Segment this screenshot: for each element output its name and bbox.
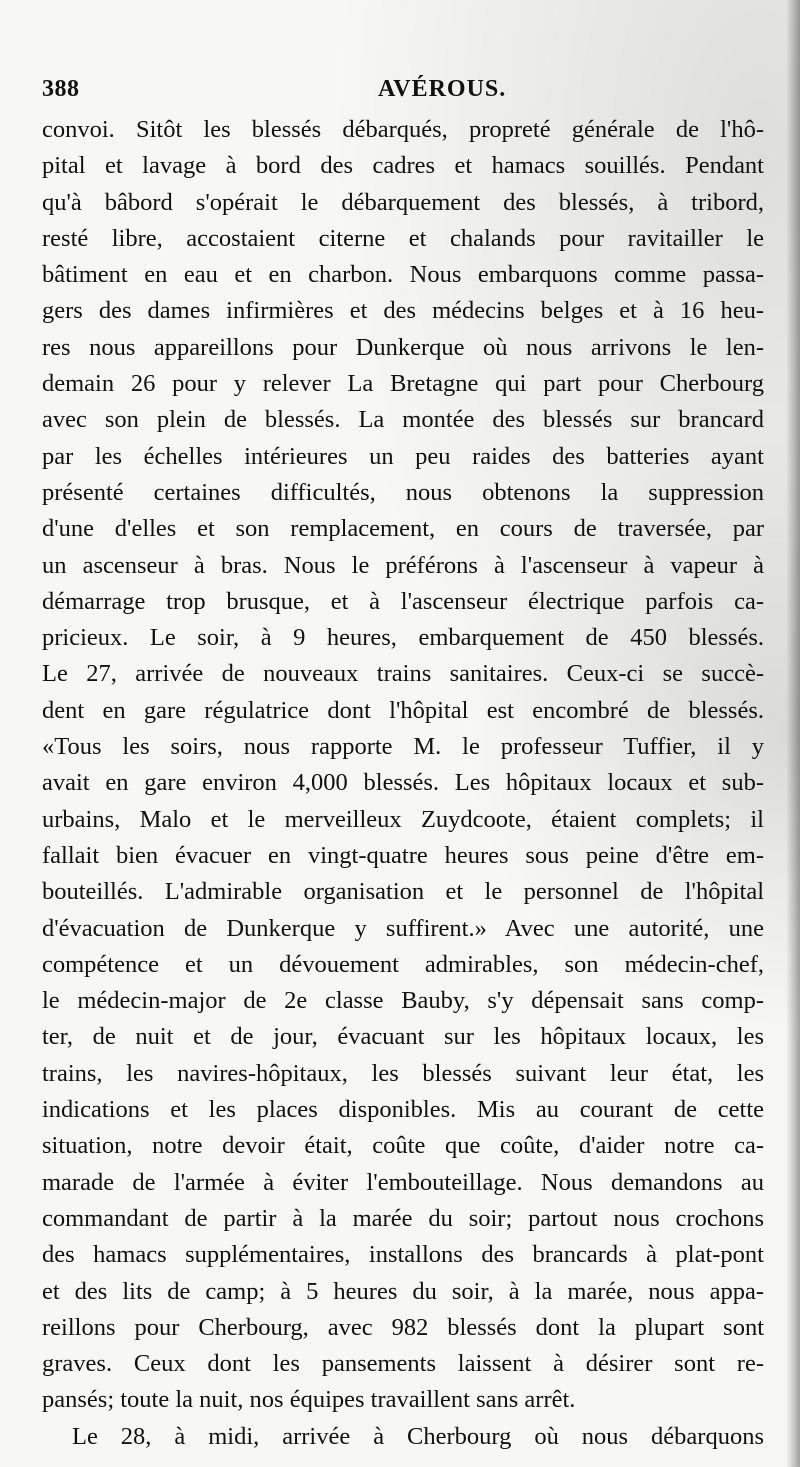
text-line: Le 27, arrivée de nouveaux trains sanitaires. Ceux-ci se succè- — [42, 660, 764, 688]
text-line: res nous appareillons pour Dunkerque où nous arrivons le len- — [42, 333, 764, 361]
text-line: un ascenseur à bras. Nous le préférons à l'ascenseur à vapeur à — [42, 551, 764, 579]
text-line: reillons pour Cherbourg, avec 982 blessés dont la plupart sont — [42, 1313, 764, 1341]
text-line: fallait bien évacuer en vingt-quatre heures sous peine d'être em- — [42, 841, 764, 869]
text-line: gers des dames infirmières et des médecins belges et à 16 heu- — [42, 297, 764, 325]
running-head: AVÉROUS. — [378, 76, 507, 102]
body-text — [42, 112, 764, 1455]
text-line: situation, notre devoir était, coûte que coûte, d'aider notre ca- — [42, 1132, 764, 1160]
text-line: commandant de partir à la marée du soir; partout nous crochons — [42, 1204, 764, 1232]
text-line: bouteillés. L'admirable organisation et le personnel de l'hôpital — [42, 878, 764, 906]
text-line: «Tous les soirs, nous rapporte M. le professeur Tuffier, il y — [42, 733, 764, 761]
page-edge-shadow — [786, 0, 800, 1467]
text-line: bâtiment en eau et en charbon. Nous embarquons comme passa- — [42, 261, 764, 289]
text-line: présenté certaines difficultés, nous obtenons la suppression — [42, 478, 764, 506]
page-header — [42, 76, 762, 110]
text-line: dent en gare régulatrice dont l'hôpital est encombré de blessés. — [42, 696, 764, 724]
text-line: urbains, Malo et le merveilleux Zuydcoote, étaient complets; il — [42, 805, 764, 833]
page-number: 388 — [42, 76, 80, 102]
text-line: pansés; toute la nuit, nos équipes travaillent sans arrêt. — [42, 1386, 576, 1414]
text-line: resté libre, accostaient citerne et chalands pour ravitailler le — [42, 224, 764, 252]
text-line: Le 28, à midi, arrivée à Cherbourg où nous débarquons — [72, 1422, 764, 1450]
text-line: avec son plein de blessés. La montée des blessés sur brancard — [42, 406, 764, 434]
text-line: le médecin-major de 2e classe Bauby, s'y dépensait sans comp- — [42, 987, 764, 1015]
text-line: qu'à bâbord s'opérait le débarquement des blessés, à tribord, — [42, 188, 764, 216]
text-line: pricieux. Le soir, à 9 heures, embarquement de 450 blessés. — [42, 624, 764, 652]
text-line: marade de l'armée à éviter l'embouteillage. Nous demandons au — [42, 1168, 764, 1196]
text-line: demain 26 pour y relever La Bretagne qui part pour Cherbourg — [42, 370, 764, 398]
text-line: convoi. Sitôt les blessés débarqués, propreté générale de l'hô- — [42, 116, 764, 143]
text-line: avait en gare environ 4,000 blessés. Les hôpitaux locaux et sub- — [42, 769, 764, 797]
text-line: compétence et un dévouement admirables, son médecin-chef, — [42, 950, 764, 978]
text-line: d'une d'elles et son remplacement, en cours de traversée, par — [42, 515, 764, 543]
text-line: par les échelles intérieures un peu raides des batteries ayant — [42, 442, 764, 470]
text-line: des hamacs supplémentaires, installons des brancards à plat-pont — [42, 1241, 764, 1269]
text-line: graves. Ceux dont les pansements laissent à désirer sont re- — [42, 1350, 764, 1378]
text-line: démarrage trop brusque, et à l'ascenseur électrique parfois ca- — [42, 587, 764, 615]
text-line: d'évacuation de Dunkerque y suffirent.» Avec une autorité, une — [42, 914, 764, 942]
text-line: pital et lavage à bord des cadres et hamacs souillés. Pendant — [42, 152, 764, 180]
text-line: trains, les navires-hôpitaux, les blessés suivant leur état, les — [42, 1059, 764, 1087]
text-line: ter, de nuit et de jour, évacuant sur les hôpitaux locaux, les — [42, 1023, 764, 1051]
text-line: indications et les places disponibles. Mis au courant de cette — [42, 1096, 764, 1124]
text-line: et des lits de camp; à 5 heures du soir, à la marée, nous appa- — [42, 1277, 764, 1305]
